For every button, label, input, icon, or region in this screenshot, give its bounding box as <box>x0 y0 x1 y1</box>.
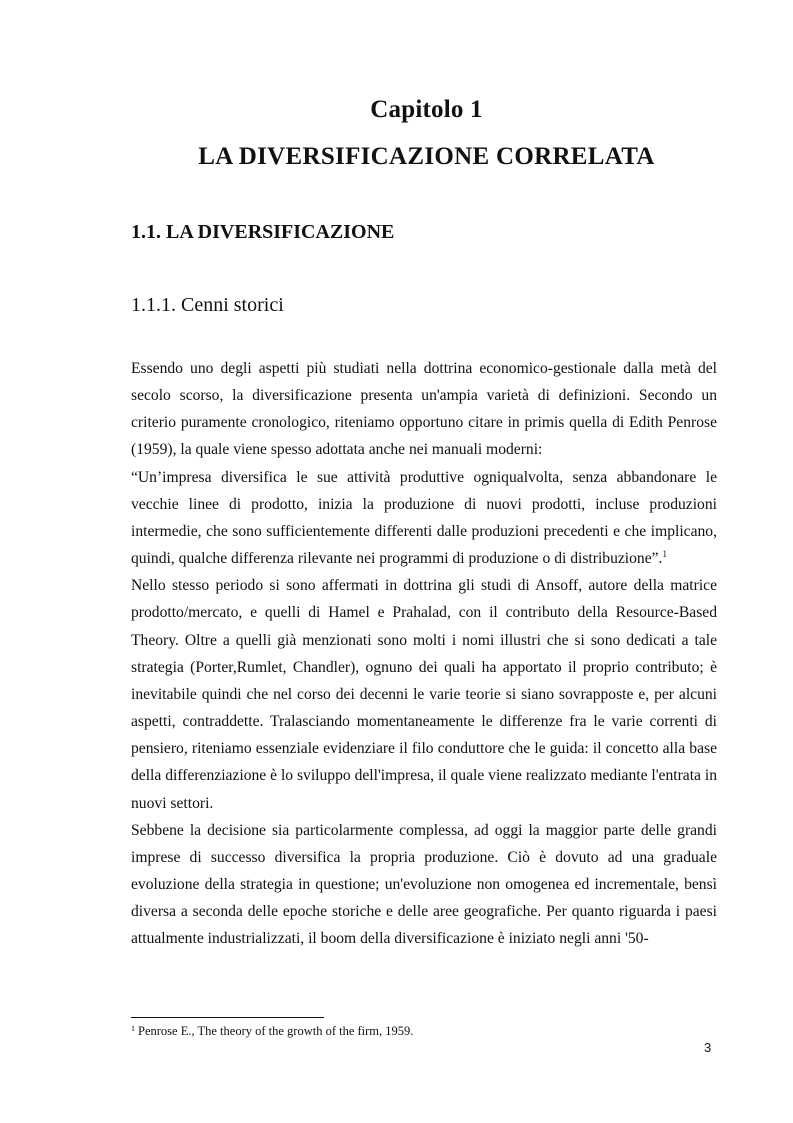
paragraph-intro: Essendo uno degli aspetti più studiati nella dottrina economico-gestionale dalla metà del secolo scorso, la diversificazione presenta un'ampia varietà di definizioni. Secondo un criterio puramente cronologico, riteniamo opportuno citare in primis quella di Edith Penrose (1959), la quale viene spesso adottata anche nei manuali moderni: <box>131 360 717 459</box>
body-text <box>131 355 717 952</box>
paragraph-quote <box>131 464 717 573</box>
footnote-text: Penrose E., The theory of the growth of the firm, 1959. <box>138 1024 414 1038</box>
quote-text: “Un’impresa diversifica le sue attività produttive ogniqualvolta, senza abbandonare le vecchie linee di prodotto, inizia la produzione di nuovi prodotti, incluse produzioni intermedie, che sono sufficientemente differenti dalle produzioni precedenti e che implicano, quindi, qualche differenza rilevante nei programmi di produzione o di distribuzione”. <box>131 468 717 568</box>
paragraph-authors: Nello stesso periodo si sono affermati in dottrina gli studi di Ansoff, autore della matrice prodotto/mercato, e quelli di Hamel e Prahalad, con il contributo della Resource-Based Theory. Oltre a quelli già menzionati sono molti i nomi illustri che si sono dedicati a tale strategia (Porter,Rumlet, Chandler), ognuno dei quali ha apportato il proprio contributo; è inevitabile quindi che nel corso dei decenni le varie teorie si siano sovrapposte e, per alcuni aspetti, contraddette. Tralasciando momentaneamente le differenze fra le varie correnti di pensiero, riteniamo essenziale evidenziare il filo conduttore che le guida: il concetto alla base della differenziazione è lo sviluppo dell'impresa, il quale viene realizzato mediante l'entrata in nuovi settori. <box>131 577 717 812</box>
footnote-reference[interactable]: 1 <box>662 549 667 560</box>
section-heading: 1.1. LA DIVERSIFICAZIONE <box>131 221 395 243</box>
footnote <box>131 1024 413 1039</box>
page-number: 3 <box>704 1040 712 1055</box>
chapter-title: LA DIVERSIFICAZIONE CORRELATA <box>198 143 655 170</box>
paragraph-evolution: Sebbene la decisione sia particolarmente complessa, ad oggi la maggior parte delle grandi imprese di successo diversifica la propria produzione. Ciò è dovuto ad una graduale evoluzione della strategia in questione; un'evoluzione non omogenea ed incrementale, bensì diversa a seconda delle epoche storiche e delle aree geografiche. Per quanto riguarda i paesi attualmente industrializzati, il boom della diversificazione è iniziato negli anni '50- <box>131 821 717 948</box>
subsection-heading: 1.1.1. Cenni storici <box>131 294 284 316</box>
footnote-divider <box>131 1017 324 1018</box>
chapter-label: Capitolo 1 <box>370 96 483 123</box>
footnote-marker: 1 <box>131 1024 135 1033</box>
